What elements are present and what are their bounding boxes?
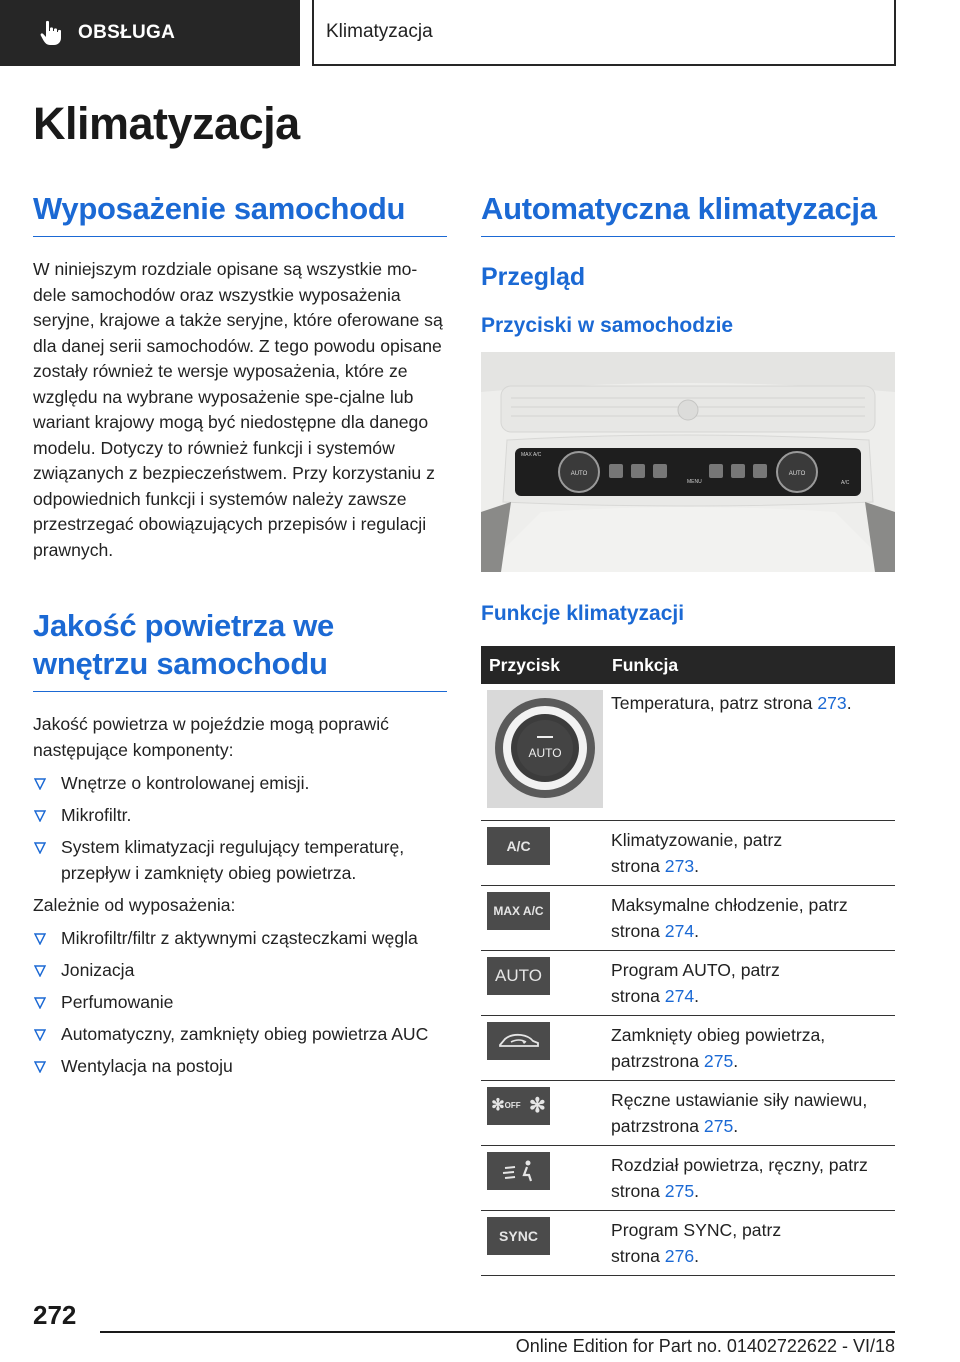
table-row (481, 1015, 895, 1080)
recirculation-button-icon (487, 1022, 550, 1060)
functions-heading: Funkcje klimatyzacji (481, 602, 685, 625)
triangle-bullet-icon (34, 1029, 46, 1041)
page-link[interactable]: 275 (703, 1115, 734, 1136)
button-cell (481, 1080, 604, 1145)
table-row (481, 1080, 895, 1145)
triangle-bullet-icon (34, 1061, 46, 1073)
max-ac-button-icon: MAX A/C (487, 892, 550, 930)
temperature-knob-icon (487, 690, 603, 808)
function-cell: Temperatura, patrz strona 273. (604, 684, 895, 820)
table-row (481, 950, 895, 1015)
panel-auto-left-label: AUTO (570, 471, 588, 477)
triangle-bullet-icon (34, 965, 46, 977)
header-tabs (0, 0, 960, 66)
function-cell: Maksymalne chłodzenie, patrz strona 274. (604, 885, 895, 950)
column-header-function: Funkcja (604, 646, 895, 684)
tab-klimatyzacja[interactable] (312, 0, 896, 66)
fan-icon: ✻ (529, 1094, 546, 1117)
components-list (33, 771, 447, 886)
triangle-bullet-icon (34, 810, 46, 822)
page-link[interactable]: 275 (703, 1050, 734, 1071)
column-header-button: Przycisk (481, 646, 604, 684)
function-cell: Rozdział powietrza, ręczny, patrz strona 275. (604, 1145, 895, 1210)
depending-label: Zależnie od wyposażenia: (33, 894, 236, 915)
buttons-in-car-heading: Przyciski w samochodzie (481, 314, 734, 337)
page-number: 272 (33, 1300, 77, 1330)
triangle-bullet-icon (34, 842, 46, 854)
left-column (33, 190, 447, 1086)
table-row (481, 1145, 895, 1210)
list-item: System klimatyzacji regulujący temperaturę, przepływ i zamknięty obieg powietrza. (33, 835, 447, 886)
ac-button-icon: A/C (487, 827, 550, 865)
car-recirculation-icon (497, 1030, 541, 1052)
table-row (481, 1210, 895, 1275)
air-distribution-button-icon (487, 1152, 550, 1190)
list-item: Mikrofiltr/filtr z aktywnymi cząsteczkami węgla (33, 926, 447, 952)
list-item: Mikrofiltr. (33, 803, 447, 829)
list-item: Perfumowanie (33, 990, 447, 1016)
function-cell: Ręczne ustawianie siły nawiewu, patrzstrona 275. (604, 1080, 895, 1145)
triangle-bullet-icon (34, 933, 46, 945)
air-quality-heading-line2: wnętrzu samochodu (33, 646, 328, 681)
air-quality-intro: Jakość powietrza w pojeździe mogą poprawić następujące komponenty: (33, 714, 389, 760)
table-row (481, 684, 895, 820)
panel-max-ac-label: MAX A/C (521, 452, 542, 458)
triangle-bullet-icon (34, 778, 46, 790)
optional-list (33, 926, 447, 1080)
table-row (481, 820, 895, 885)
page-link[interactable]: 276 (664, 1245, 695, 1266)
page-title: Klimatyzacja (33, 98, 300, 149)
fan-speed-buttons-icon: ✻ OFF ✻ (487, 1087, 550, 1125)
air-quality-heading-line1: Jakość powietrza we (33, 608, 334, 643)
panel-menu-label: MENU (687, 479, 702, 485)
tab-obsluga[interactable] (0, 0, 300, 66)
climate-panel-photo (481, 352, 895, 572)
list-item: Jonizacja (33, 958, 447, 984)
panel-auto-right-label: AUTO (788, 471, 806, 477)
page-link[interactable]: 274 (664, 920, 695, 941)
panel-ac-label: A/C (841, 480, 850, 486)
triangle-bullet-icon (34, 997, 46, 1009)
function-cell: Zamknięty obieg powietrza, patrzstrona 275. (604, 1015, 895, 1080)
edition-note: Online Edition for Part no. 01402722622 - VI/18 (515, 1336, 895, 1356)
fan-off-icon: ✻ (491, 1096, 505, 1114)
function-cell: Program AUTO, patrz strona 274. (604, 950, 895, 1015)
button-cell (481, 885, 604, 950)
functions-table (481, 646, 895, 1276)
tab-label: Klimatyzacja (326, 21, 433, 42)
hand-pointer-icon (40, 20, 62, 46)
seat-airflow-icon (501, 1159, 537, 1183)
list-item: Wnętrze o kontrolowanej emisji. (33, 771, 447, 797)
button-cell (481, 820, 604, 885)
function-cell: Klimatyzowanie, patrz strona 273. (604, 820, 895, 885)
air-quality-heading (33, 607, 447, 692)
function-cell: Program SYNC, patrz strona 276. (604, 1210, 895, 1275)
knob-auto-label: AUTO (528, 746, 562, 760)
equipment-text: W niniejszym rozdziale opisane są wszystkie mo-dele samochodów oraz wszystkie wyposażenia seryjne, krajowe a także seryjne, które oferowane są dla danej serii samochodów. Z tego powodu opisane zostały również te wersje wyposażenia, które ze względu na wybrane wyposażenie spe-cjalne lub wariant krajowy mogą być niedostępne dla danego modelu. Dotyczy to również funkcji i systemów związanych z bezpieczeństwem. Przy korzystaniu z odpowiednich funkcji i systemów należy zawsze przestrzegać obowiązujących przepisów i regulacji prawnych. (33, 259, 443, 560)
tab-label: OBSŁUGA (78, 22, 176, 43)
table-header-row (481, 646, 895, 684)
equipment-heading: Wyposażenie samochodu (33, 190, 447, 237)
overview-heading: Przegląd (481, 263, 586, 291)
auto-climate-heading: Automatyczna klimatyzacja (481, 190, 895, 237)
table-row (481, 885, 895, 950)
page-link[interactable]: 274 (664, 985, 695, 1006)
climate-control-panel-icon (481, 352, 895, 572)
button-cell (481, 1145, 604, 1210)
page-link[interactable]: 275 (664, 1180, 695, 1201)
list-item: Automatyczny, zamknięty obieg powietrza AUC (33, 1022, 447, 1048)
page-link[interactable]: 273 (817, 693, 847, 713)
button-cell (481, 684, 604, 820)
page-link[interactable]: 273 (664, 855, 695, 876)
list-item: Wentylacja na postoju (33, 1054, 447, 1080)
button-cell (481, 1015, 604, 1080)
button-cell (481, 1210, 604, 1275)
auto-button-icon: AUTO (487, 957, 550, 995)
right-column (481, 190, 895, 1276)
button-cell (481, 950, 604, 1015)
footer-divider (100, 1331, 895, 1333)
sync-button-icon: SYNC (487, 1217, 550, 1255)
